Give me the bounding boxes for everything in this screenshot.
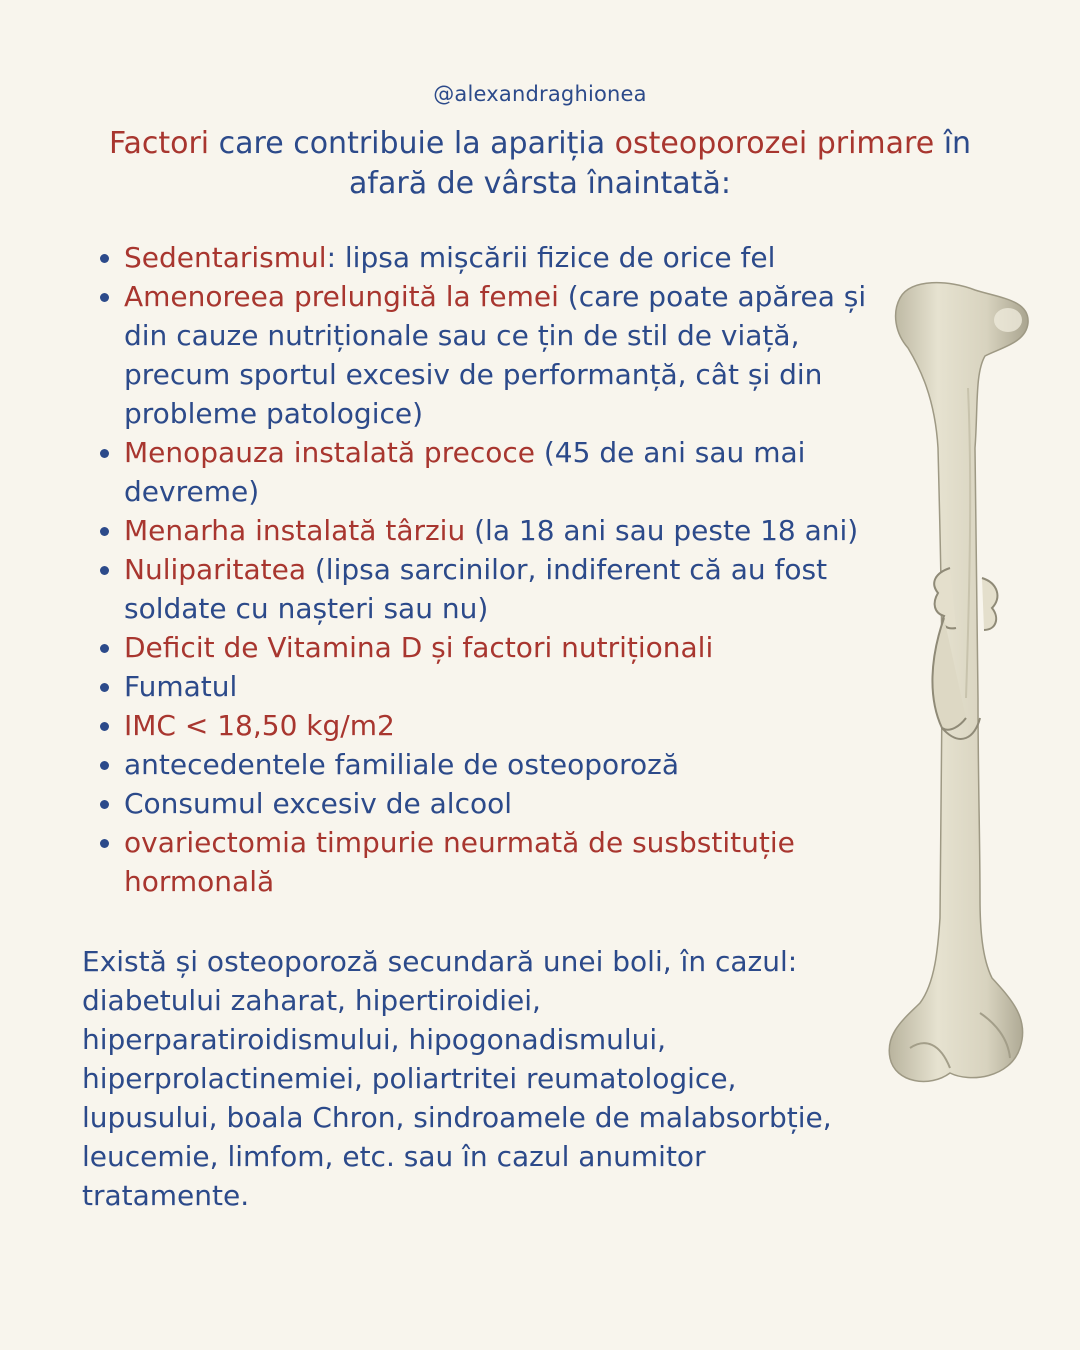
factor-highlight: Menopauza instalată precoce [124, 436, 535, 469]
list-item [124, 433, 914, 511]
list-item [124, 550, 914, 628]
author-handle: @alexandraghionea [433, 82, 647, 106]
femur-bone-icon [880, 278, 1040, 1108]
factor-highlight: IMC < 18,50 kg/m2 [124, 709, 395, 742]
list-item [124, 784, 914, 823]
title-part-end: în afară de vârsta înaintată: [349, 126, 972, 201]
factor-highlight: Amenoreea prelungită la femei [124, 280, 559, 313]
title-part-factori: Factori [108, 126, 210, 161]
factor-highlight: Menarha instalată târziu [124, 514, 466, 547]
list-item [124, 667, 914, 706]
list-item [124, 745, 914, 784]
list-item [124, 706, 914, 745]
factor-highlight: Sedentarismul [124, 241, 327, 274]
factor-detail: (care poate apărea și din cauze nutriționale sau ce țin de stil de viață, precum sportul excesiv de performanță, cât și din probleme patologice) [124, 280, 867, 430]
factor-detail: : lipsa mișcării fizice de orice fel [326, 241, 776, 274]
factor-detail: antecedentele familiale de osteoporoză [124, 748, 680, 781]
factor-detail: (lipsa sarcinilor, indiferent că au fost soldate cu nașteri sau nu) [124, 553, 828, 625]
factor-detail: (45 de ani sau mai devreme) [124, 436, 806, 508]
risk-factors-list [94, 238, 914, 901]
factor-highlight: Nuliparitatea [124, 553, 306, 586]
page-title [100, 124, 980, 204]
factor-detail: Fumatul [124, 670, 238, 703]
secondary-osteoporosis-paragraph: Există și osteoporoză secundară unei boli, în cazul: diabetului zaharat, hipertiroidiei, hiperparatiroidismului, hipogonadismului, hiperprolactinemiei, poliartritei reumatologice, lupusului, boala Chron, sindroamele de malabsorbție, leucemie, limfom, etc. sau în cazul anumitor tratamente. [82, 945, 832, 1212]
list-item [124, 628, 914, 667]
title-part-middle: care contribuie la apariția [209, 126, 615, 161]
factor-detail: Consumul excesiv de alcool [124, 787, 513, 820]
list-item [124, 238, 914, 277]
factor-detail: (la 18 ani sau peste 18 ani) [465, 514, 859, 547]
factor-highlight: Deficit de Vitamina D și factori nutriționali [124, 631, 714, 664]
title-part-osteoporoza: osteoporozei primare [614, 126, 935, 161]
list-item [124, 823, 914, 901]
factor-highlight: ovariectomia timpurie neurmată de susbstituție hormonală [124, 826, 795, 898]
list-item [124, 277, 914, 433]
list-item [124, 511, 914, 550]
femur-bone-illustration [880, 278, 1040, 1108]
